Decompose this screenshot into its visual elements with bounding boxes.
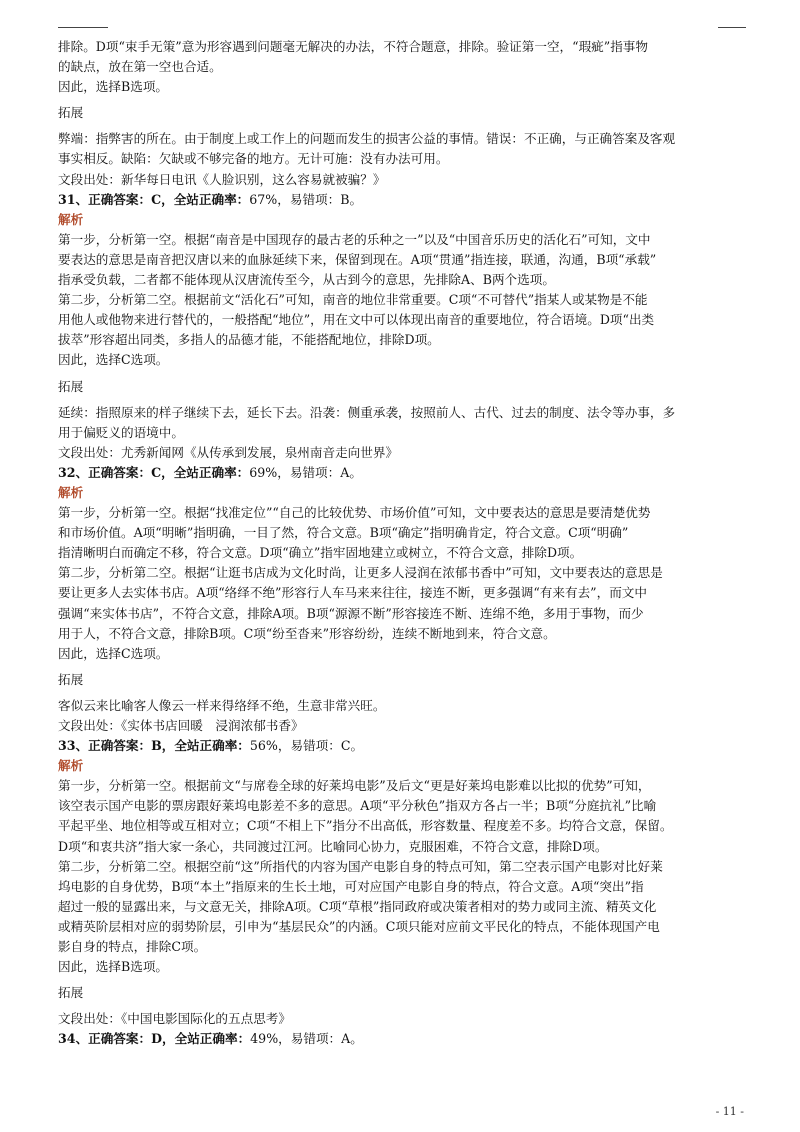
answer-heading-stats: 67%，易错项：B。 [249,191,363,207]
text-line: 第二步，分析第二空。根据前文“活化石”可知，南音的地位非常重要。C项“不可替代”指某人或某物是不能 [58,292,648,308]
document-body [58,37,748,1050]
extension-label: 拓展 [58,378,84,394]
text-line: 用他人或他物来进行替代的，一般搭配“地位”，用在文中可以体现出南音的重要地位，符合语境。D项“出类 [58,312,655,328]
answer-heading-bold: 31、正确答案：C，全站正确率： [58,191,250,207]
text-line: 事实相反。缺陷：欠缺或不够完备的地方。无计可施：没有办法可用。 [58,151,449,167]
answer-heading-stats: 49%，易错项：A。 [250,1031,363,1047]
analysis-label: 解析 [58,484,84,500]
answer-heading-bold: 33、正确答案：B，全站正确率： [58,738,250,754]
text-line: 强调“来实体书店”，不符合文意，排除A项。B项“源源不断”形容接连不断、连绵不绝，多用于事物，而少 [58,605,644,621]
text-line: 要表达的意思是南音把汉唐以来的血脉延续下来，保留到现在。A项“贯通”指连接，联通，沟通，B项“承载” [58,251,657,267]
text-line: 平起平坐、地位相等或互相对立；C项“不相上下”指分不出高低，形容数量、程度差不多。均符合文意，保留。 [58,818,673,834]
extension-label: 拓展 [58,671,84,687]
text-line: 延续：指照原来的样子继续下去，延长下去。沿袭：侧重承袭，按照前人、古代、过去的制度、法令等办事，多 [58,404,676,420]
text-line: 第一步，分析第一空。根据“南音是中国现存的最古老的乐种之一”以及“中国音乐历史的活化石”可知，文中 [58,231,651,247]
text-line: 文段出处：尤秀新闻网《从传承到发展，泉州南音走向世界》 [58,444,399,460]
text-line: 拔萃”形容超出同类，多指人的品德才能，不能搭配地位，排除D项。 [58,332,440,348]
text-line: D项“和衷共济”指大家一条心，共同渡过江河。比喻同心协力，克服困难，不符合文意，排除D项。 [58,838,608,854]
answer-heading-bold: 34、正确答案：D，全站正确率： [58,1031,251,1047]
text-line: 的缺点，放在第一空也合适。 [58,59,222,75]
text-line: 坞电影的自身优势，B项“本土”指原来的生长土地，可对应国产电影自身的特点，符合文意。A项“突出”指 [58,878,644,894]
text-line: 因此，选择B选项。 [58,959,169,975]
extension-label: 拓展 [58,985,84,1001]
text-line: 该空表示国产电影的票房跟好莱坞电影差不多的意思。A项“平分秋色”指双方各占一半；B项“分庭抗礼”比喻 [58,798,657,814]
answer-heading-stats: 69%，易错项：A。 [249,464,362,480]
text-line: 和市场价值。A项“明晰”指明确，一目了然，符合文意。B项“确定”指明确肯定，符合文意。C项“明确” [58,525,629,541]
text-line: 要让更多人去实体书店。A项“络绎不绝”形容行人车马来来往往，接连不断，更多强调“有来有去”，而文中 [58,585,647,601]
text-line: 影自身的特点，排除C项。 [58,939,207,955]
text-line: 用于偏贬义的语境中。 [58,424,184,440]
text-line: 因此，选择C选项。 [58,645,169,661]
text-line: 指清晰明白而确定不移，符合文意。D项“确立”指牢固地建立或树立，不符合文意，排除D项。 [58,545,583,561]
text-line: 超过一般的显露出来，与文意无关，排除A项。C项“草根”指同政府或决策者相对的势力或同主流、精英文化 [58,898,657,914]
text-line: 因此，选择B选项。 [58,79,169,95]
text-line: 因此，选择C选项。 [58,352,169,368]
text-line: 第一步，分析第一空。根据“找准定位”“自己的比较优势、市场价值”可知，文中要表达的意思是要清楚优势 [58,505,651,521]
text-line: 文段出处：《中国电影国际化的五点思考》 [58,1011,291,1027]
answer-heading [58,1029,748,1049]
answer-heading-stats: 56%，易错项：C。 [249,738,364,754]
answer-heading [58,190,748,210]
answer-heading-bold: 32、正确答案：C，全站正确率： [58,464,250,480]
text-line: 第一步，分析第一空。根据前文“与席卷全球的好莱坞电影”及后文“更是好莱坞电影难以比拟的优势”可知， [58,778,651,794]
page-number: - 11 - [715,1105,744,1118]
answer-heading [58,736,748,756]
answer-heading [58,463,748,483]
text-line: 文段出处：《实体书店回暖 浸润浓郁书香》 [58,718,304,733]
text-line: 排除。D项“束手无策”意为形容遇到问题毫无解决的办法，不符合题意，排除。验证第一空，“瑕疵”指事物 [58,39,648,54]
text-line: 文段出处：新华每日电讯《人脸识别，这么容易就被骗？》 [58,171,386,187]
header-rule-right [718,27,746,28]
analysis-label: 解析 [58,211,84,227]
text-line: 弊端：指弊害的所在。由于制度上或工作上的问题而发生的损害公益的事情。错误：不正确，与正确答案及客观 [58,131,676,147]
text-line: 用于人，不符合文意，排除B项。C项“纷至沓来”形容纷纷，连续不断地到来，符合文意。 [58,625,556,641]
text-line: 客似云来比喻客人像云一样来得络绎不绝，生意非常兴旺。 [58,697,386,713]
analysis-label: 解析 [58,758,84,774]
text-line: 第二步，分析第二空。根据空前“这”所指代的内容为国产电影自身的特点可知，第二空表示国产电影对比好莱 [58,858,663,874]
extension-label: 拓展 [58,105,84,121]
text-line: 或精英阶层相对应的弱势阶层，引申为“基层民众”的内涵。C项只能对应前文平民化的特点，不能体现国产电 [58,918,660,934]
header-rule-left [58,27,108,28]
text-line: 第二步，分析第二空。根据“让逛书店成为文化时尚，让更多人浸润在浓郁书香中”可知，文中要表达的意思是 [58,565,663,581]
text-line: 指承受负载，二者都不能体现从汉唐流传至今，从古到今的意思，先排除A、B两个选项。 [58,272,555,288]
